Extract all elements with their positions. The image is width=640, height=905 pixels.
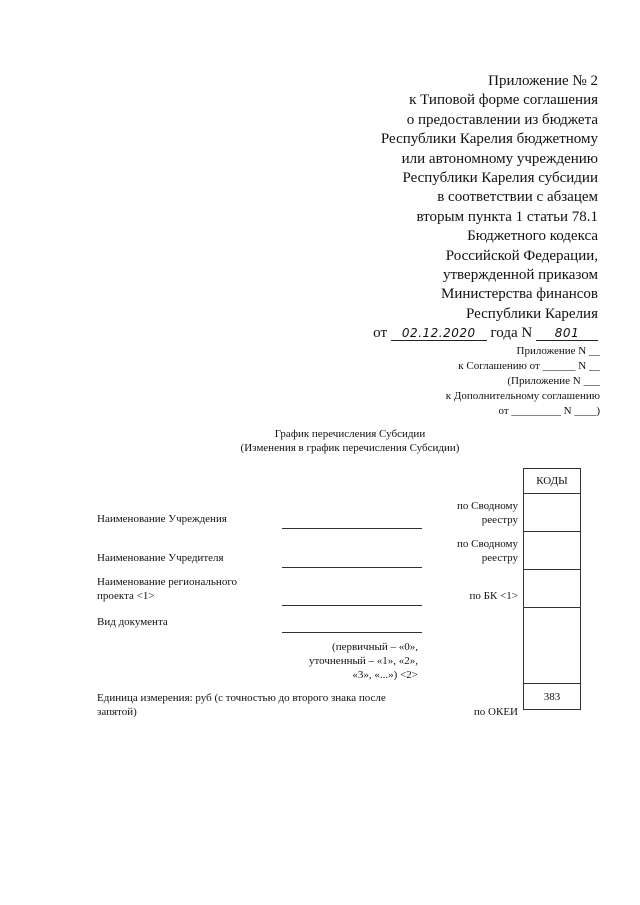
doc-type-label: Вид документа <box>97 616 168 628</box>
institution-name-label: Наименование Учреждения <box>97 513 227 525</box>
title-line-2: (Изменения в график перечисления Субсидии) <box>240 442 460 454</box>
codes-table <box>523 468 581 710</box>
project-name-line <box>282 605 422 606</box>
header-line: Министерства финансов <box>441 286 598 303</box>
project-name-label <box>97 575 237 603</box>
header-line: к Типовой форме соглашения <box>409 92 598 109</box>
doc-type-hint-line-1: (первичный – «0», <box>332 641 418 653</box>
institution-name-line <box>282 528 422 529</box>
unit-label-line-1: Единица измерения: руб (с точностью до второго знака после <box>97 692 386 704</box>
appendix-reference <box>446 344 600 419</box>
founder-name-label: Наименование Учредителя <box>97 552 224 564</box>
header-line: Бюджетного кодекса <box>467 228 598 245</box>
registry-label-1-line-1: по Сводному <box>456 500 518 512</box>
unit-label-line-2: запятой) <box>97 706 137 718</box>
header-line: Республики Карелия субсидии <box>402 170 598 187</box>
date-prefix: от <box>373 325 388 342</box>
registry-label-1-line-2: реестру <box>481 514 518 526</box>
header-line: в соответствии с абзацем <box>437 189 598 206</box>
code-cell-bk[interactable] <box>524 569 580 607</box>
handwritten-date: 02.12.2020 <box>391 326 487 341</box>
doc-type-hint-line-2: уточненный – «1», «2», <box>309 655 418 667</box>
bk-label: по БК <1> <box>469 590 518 602</box>
appendix-line: к Дополнительному соглашению <box>445 390 600 402</box>
header-line: о предоставлении из бюджета <box>406 111 598 128</box>
registry-label-2-line-1: по Сводному <box>456 538 518 550</box>
header-line: Российской Федерации, <box>445 247 598 264</box>
header-line: Республики Карелия бюджетному <box>380 131 598 148</box>
codes-header: КОДЫ <box>536 475 568 487</box>
appendix-line: к Соглашению от ______ N __ <box>458 360 600 372</box>
appendix-line: (Приложение N ___ <box>507 375 600 387</box>
header-line: Приложение № 2 <box>488 73 598 89</box>
header-line: вторым пункта 1 статьи 78.1 <box>416 208 598 225</box>
doc-type-line <box>282 632 422 633</box>
code-cell-doc-type[interactable] <box>524 607 580 683</box>
registry-label-2-line-2: реестру <box>481 552 518 564</box>
header-line: утвержденной приказом <box>442 267 598 284</box>
header-line: или автономному учреждению <box>401 150 598 167</box>
number-prefix: года N <box>490 325 533 342</box>
code-cell-registry-2[interactable] <box>524 531 580 569</box>
okei-label: по ОКЕИ <box>473 706 518 718</box>
code-cell-registry-1[interactable] <box>524 493 580 531</box>
registry-label-2 <box>430 537 518 565</box>
project-name-label-line-1: Наименование регионального <box>97 576 238 588</box>
document-title <box>0 427 640 455</box>
appendix-line: от _________ N ____) <box>498 405 600 417</box>
doc-type-hint-line-3: «3», «...») <2> <box>352 669 418 681</box>
code-cell-okei: 383 <box>524 683 580 709</box>
appendix-line: Приложение N __ <box>516 345 600 357</box>
header-line: Республики Карелия <box>465 305 598 322</box>
handwritten-number: 801 <box>536 326 598 341</box>
title-line-1: График перечисления Субсидии <box>274 428 426 440</box>
doc-type-hint <box>282 640 418 682</box>
approval-header <box>373 72 598 344</box>
project-name-label-line-2: проекта <1> <box>97 590 155 602</box>
registry-label-1 <box>430 499 518 527</box>
unit-label <box>97 691 386 719</box>
order-date-line <box>373 324 598 343</box>
founder-name-line <box>282 567 422 568</box>
